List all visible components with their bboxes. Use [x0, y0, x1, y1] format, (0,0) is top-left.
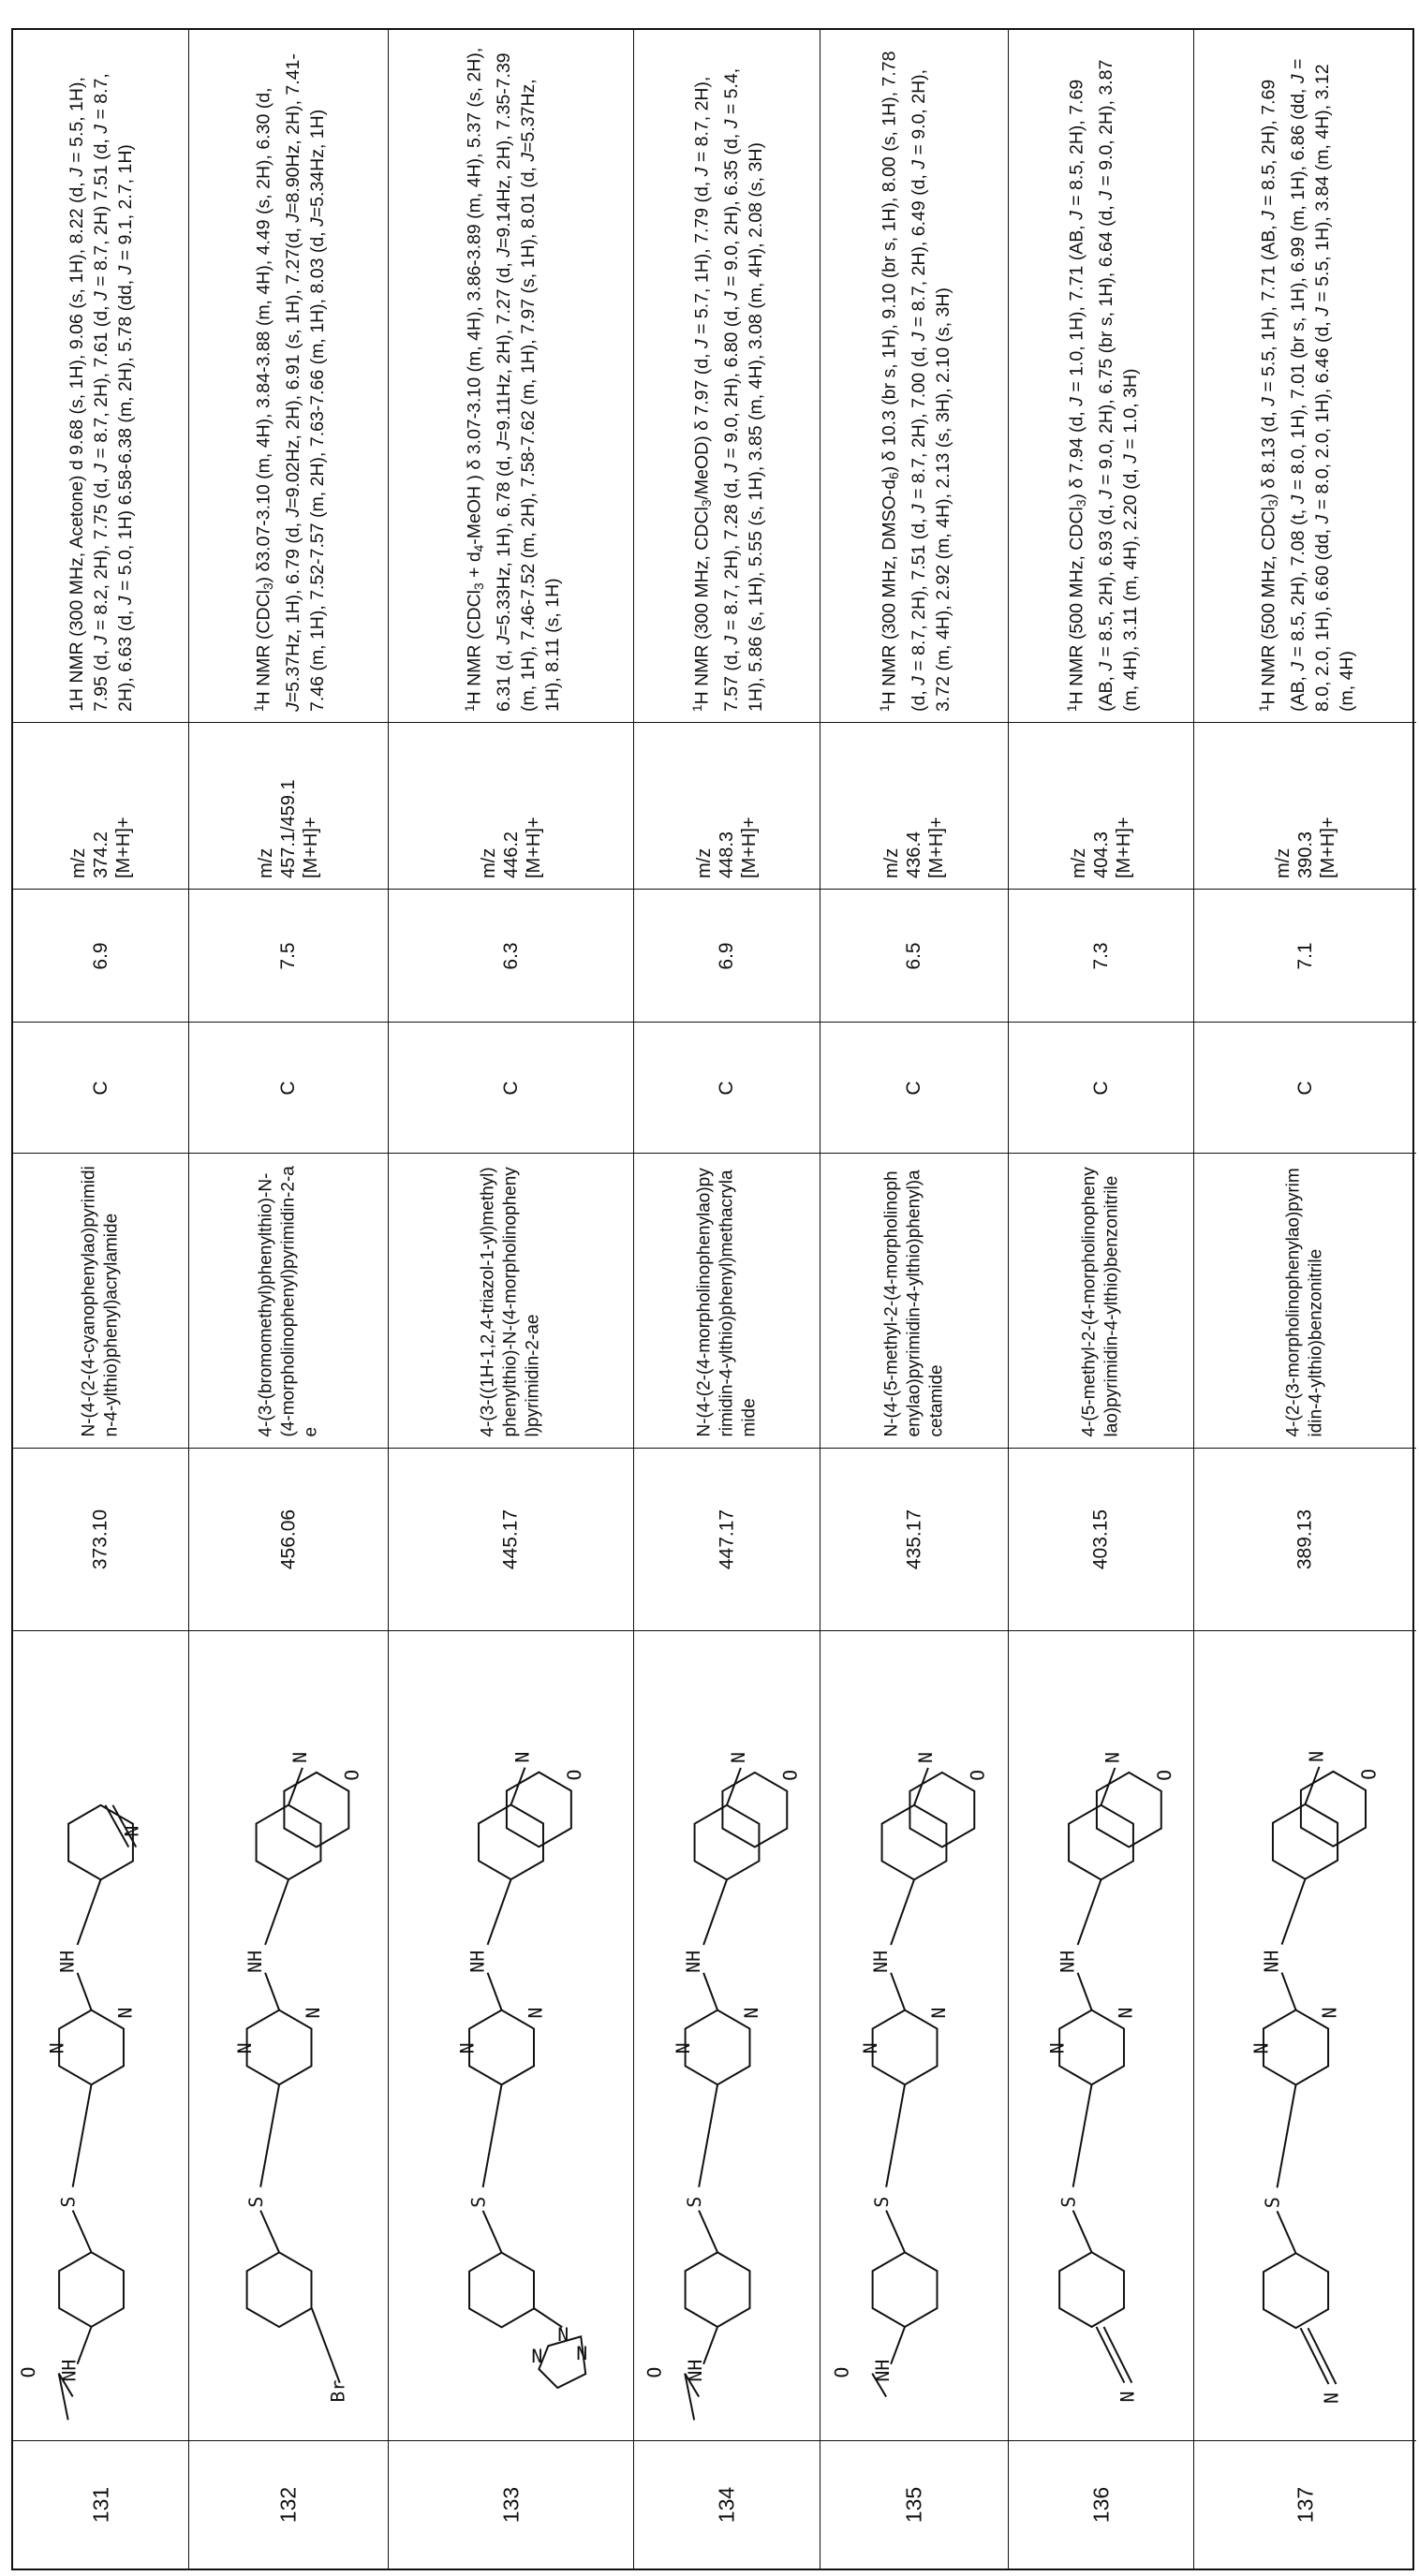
name-cell — [1009, 1154, 1193, 1449]
compound-row-134 — [634, 30, 820, 2569]
pic50-value: 6.9 — [89, 941, 111, 970]
ms-cell — [189, 723, 388, 890]
svg-text:O: O — [17, 2366, 39, 2378]
mw-cell — [13, 1449, 188, 1631]
nmr-cell — [13, 30, 188, 723]
mw-cell — [1194, 1449, 1416, 1631]
svg-text:NH: NH — [685, 2359, 707, 2382]
nmr-text: $^1$H NMR (500 MHz, CDCl$_3$) δ 8.13 (d, J = 5.5, 1H), 7.71 (AB, J = 8.5, 2H), 7.69 (AB, J = 8.5, 2H), 7.08 (t, J = 8.0, 1H), 7.01 (br s, 1H), 6.99 (m, 1H), 6.86 (dd, J = 8.0, 2.0, 1H), 6.60 (dd, J = 8.0, 2.0, 1H), 6.46 (d, J = 5.5, 1H), 3.84 (m, 4H), 3.12 (m, 4H) — [1256, 58, 1357, 712]
svg-text:S: S — [245, 2196, 268, 2208]
svg-text:O: O — [341, 1769, 363, 1781]
pic50-value: 6.5 — [903, 941, 924, 970]
svg-text:NH: NH — [1260, 1950, 1283, 1973]
pic50-value: 6.3 — [499, 941, 522, 970]
compound-number: 131 — [88, 2486, 112, 2524]
index-cell — [389, 2441, 633, 2569]
class-cell — [634, 1023, 820, 1154]
svg-text:S: S — [684, 2196, 706, 2208]
ms-cell — [634, 723, 820, 890]
svg-text:Br: Br — [327, 2379, 349, 2403]
mw-cell — [634, 1449, 820, 1631]
svg-text:N: N — [1305, 1750, 1328, 1762]
ms-text: m/z 374.2 [M+H]+ — [67, 816, 134, 878]
svg-text:N: N — [1115, 2007, 1137, 2019]
svg-text:N: N — [740, 2007, 762, 2019]
ms-text: m/z 390.3 [M+H]+ — [1272, 816, 1338, 878]
name-cell — [634, 1154, 820, 1449]
index-cell — [1009, 2441, 1193, 2569]
svg-text:N: N — [46, 2042, 68, 2054]
svg-text:O: O — [967, 1769, 989, 1781]
svg-text:S: S — [467, 2196, 490, 2208]
pic50-cell — [389, 890, 633, 1023]
structure-cell — [634, 1631, 820, 2441]
svg-text:NH: NH — [244, 1950, 267, 1973]
svg-text:N: N — [927, 2007, 950, 2019]
pic50-cell — [1009, 890, 1193, 1023]
svg-text:NH: NH — [56, 1950, 79, 1973]
compound-name: N-(4-(5-methyl-2-(4-morpholinophenylao)pyrimidin-4-ylthio)phenyl)acetamide — [881, 1170, 946, 1437]
nmr-cell — [634, 30, 820, 723]
molecular-weight: 389.13 — [1293, 1509, 1316, 1570]
nmr-text: 1H NMR (300 MHz, Acetone) d 9.68 (s, 1H), 9.06 (s, 1H), 8.22 (d, J = 5.5, 1H), 7.95 (d, J = 8.2, 2H), 7.75 (d, J = 8.7, 2H), 7.61 (d, J = 8.7, 2H) 7.51 (d, J = 8.7, 2H), 6.63 (d, J = 5.0, 1H) 6.58-6.38 (m, 2H), 5.78 (dd, J = 9.1, 2.7, 1H) — [66, 72, 136, 712]
svg-text:S: S — [57, 2196, 80, 2208]
compound-name: N-(4-(2-(4-morpholinophenylao)pyrimidin-4-ylthio)phenyl)methacrylamide — [694, 1168, 759, 1437]
pic50-cell — [1194, 890, 1416, 1023]
svg-text:O: O — [564, 1769, 586, 1781]
pic50-value: 7.5 — [277, 941, 299, 970]
compound-row-135 — [820, 30, 1009, 2569]
pic50-cell — [634, 890, 820, 1023]
nmr-text: $^1$H NMR (300 MHz, DMSO-$d_6$) δ 10.3 (br s, 1H), 9.10 (br s, 1H), 8.00 (s, 1H), 7.78 (d, J = 8.7, 2H), 7.51 (d, J = 8.7, 2H), 7.00 (d, J = 8.7, 2H), 6.49 (d, J = 9.0, 2H), 3.72 (m, 4H), 2.92 (m, 4H), 2.13 (s, 3H), 2.10 (s, 3H) — [877, 51, 954, 712]
structure-cell — [189, 1631, 388, 2441]
name-cell — [1194, 1154, 1416, 1449]
svg-text:N: N — [1116, 2391, 1139, 2403]
compound-name: 4-(5-methyl-2-(4-morpholinophenylao)pyrimidin-4-ylthio)benzonitrile — [1079, 1167, 1122, 1437]
structure-cell — [13, 1631, 188, 2441]
molecular-weight: 435.17 — [903, 1509, 924, 1570]
compound-name: 4-(3-(bromomethyl)phenylthio)-N-(4-morpholinophenyl)pyrimidin-2-ae — [256, 1166, 320, 1437]
class-cell — [13, 1023, 188, 1154]
structure-cell — [389, 1631, 633, 2441]
pic50-value: 7.3 — [1089, 941, 1112, 970]
nmr-cell — [820, 30, 1008, 723]
molecular-weight: 456.06 — [277, 1509, 299, 1570]
compound-name: N-(4-(2-(4-cyanophenylao)pyrimidin-4-ylthio)phenyl)acrylamide — [79, 1166, 122, 1437]
ms-text: m/z 404.3 [M+H]+ — [1068, 816, 1134, 878]
svg-text:N: N — [121, 1825, 143, 1837]
class-value: C — [1293, 1080, 1316, 1096]
svg-text:N: N — [576, 2343, 588, 2365]
compound-row-136 — [1009, 30, 1194, 2569]
mw-cell — [1009, 1449, 1193, 1631]
svg-text:NH: NH — [872, 2359, 894, 2382]
class-cell — [820, 1023, 1008, 1154]
nmr-text: $^1$H NMR (300 MHz, CDCl$_3$/MeOD) δ 7.97 (d, J = 5.7, 1H), 7.79 (d, J = 8.7, 2H), 7.57 (d, J = 8.7, 2H), 7.28 (d, J = 9.0, 2H), 6.80 (d, J = 9.0, 2H), 6.35 (d, J = 5.4, 1H), 5.86 (s, 1H), 5.55 (s, 1H), 3.85 (m, 4H), 3.08 (m, 4H), 2.08 (s, 3H) — [689, 67, 767, 712]
ms-cell — [1194, 723, 1416, 890]
svg-text:NH: NH — [466, 1950, 489, 1973]
structure-cell — [1009, 1631, 1193, 2441]
compound-number: 134 — [714, 2486, 739, 2524]
svg-text:N: N — [1320, 2392, 1343, 2405]
svg-text:NH: NH — [1057, 1950, 1079, 1973]
index-cell — [634, 2441, 820, 2569]
compound-number: 133 — [498, 2486, 523, 2524]
svg-text:O: O — [1154, 1769, 1176, 1781]
compound-row-132 — [189, 30, 389, 2569]
svg-text:N: N — [1318, 2007, 1341, 2019]
class-cell — [189, 1023, 388, 1154]
svg-text:NH: NH — [683, 1950, 705, 1973]
compound-number: 137 — [1293, 2486, 1317, 2524]
compound-name: 4-(3-((1H-1,2,4-triazol-1-yl)methyl)phenylthio)-N-(4-morpholinophenyl)pyrimidin-2-ae — [478, 1167, 543, 1437]
svg-text:N: N — [114, 2007, 137, 2019]
compound-number: 135 — [901, 2486, 926, 2524]
structure-cell — [1194, 1631, 1416, 2441]
compound-row-133 — [389, 30, 634, 2569]
molecular-weight: 403.15 — [1089, 1509, 1112, 1570]
svg-text:O: O — [831, 2366, 853, 2378]
ms-text: m/z 436.4 [M+H]+ — [881, 816, 947, 878]
svg-text:N: N — [302, 2007, 324, 2019]
svg-text:N: N — [1249, 2042, 1273, 2054]
svg-text:N: N — [914, 1751, 937, 1763]
class-value: C — [903, 1080, 924, 1096]
ms-cell — [13, 723, 188, 890]
svg-text:N: N — [531, 2346, 543, 2368]
structure-cell — [820, 1631, 1008, 2441]
mw-cell — [189, 1449, 388, 1631]
molecular-weight: 447.17 — [716, 1509, 737, 1570]
svg-text:NH: NH — [58, 2359, 81, 2382]
index-cell — [189, 2441, 388, 2569]
ms-text: m/z 457.1/459.1 [M+H]+ — [256, 778, 321, 878]
svg-text:S: S — [1057, 2196, 1080, 2208]
class-value: C — [89, 1080, 111, 1096]
nmr-text: $^1$H NMR (CDCl$_3$ + $d_4$-MeOH ) δ 3.07-3.10 (m, 4H), 3.86-3.89 (m, 4H), 5.37 (s, 2H), 6.31 (d, J=5.33Hz, 1H), 6.78 (d, J=9.11Hz, 2H), 7.27 (d, J=9.14Hz, 2H), 7.35-7.39 (m, 1H), 7.46-7.52 (m, 2H), 7.58-7.62 (m, 1H), 7.97 (s, 1H), 8.01 (d, J=5.37Hz, 1H), 8.11 (s, 1H) — [462, 47, 563, 712]
svg-text:S: S — [1261, 2197, 1284, 2209]
pic50-value: 6.9 — [716, 941, 737, 970]
pic50-cell — [189, 890, 388, 1023]
class-value: C — [499, 1080, 522, 1096]
compound-row-131 — [13, 30, 189, 2569]
svg-text:N: N — [288, 1751, 311, 1763]
svg-text:NH: NH — [870, 1950, 893, 1973]
svg-text:N: N — [456, 2042, 479, 2054]
class-value: C — [716, 1080, 737, 1096]
index-cell — [13, 2441, 188, 2569]
nmr-cell — [189, 30, 388, 723]
pic50-value: 7.1 — [1293, 941, 1316, 970]
svg-text:O: O — [1357, 1768, 1381, 1780]
name-cell — [13, 1154, 188, 1449]
compound-data-table — [11, 28, 1414, 2570]
ms-cell — [1009, 723, 1193, 890]
compound-row-137 — [1194, 30, 1416, 2569]
name-cell — [189, 1154, 388, 1449]
svg-text:N: N — [1101, 1752, 1124, 1763]
mw-cell — [820, 1449, 1008, 1631]
molecular-weight: 373.10 — [89, 1509, 111, 1570]
svg-text:N: N — [557, 2324, 569, 2347]
compound-number: 136 — [1088, 2486, 1113, 2524]
svg-text:N: N — [1046, 2042, 1069, 2054]
nmr-cell — [1009, 30, 1193, 723]
svg-text:N: N — [525, 2007, 547, 2019]
name-cell — [389, 1154, 633, 1449]
nmr-text: $^1$H NMR (500 MHz, CDCl$_3$) δ 7.94 (d, J = 1.0, 1H), 7.71 (AB, J = 8.5, 2H), 7.69 (AB, J = 8.5, 2H), 6.93 (d, J = 9.0, 2H), 6.75 (br s, 1H), 6.64 (d, J = 9.0, 2H), 3.87 (m, 4H), 3.11 (m, 4H), 2.20 (d, J = 1.0, 3H) — [1064, 59, 1141, 712]
ms-text: m/z 448.3 [M+H]+ — [694, 816, 760, 878]
molecular-weight: 445.17 — [499, 1509, 522, 1570]
nmr-text: $^1$H NMR (CDCl$_3$) δ3.07-3.10 (m, 4H), 3.84-3.88 (m, 4H), 4.49 (s, 2H), 6.30 (d, J=5.37Hz, 1H), 6.79 (d, J=9.02Hz, 2H), 6.91 (s, 1H), 7.27(d, J=8.90Hz, 2H), 7.41-7.46 (m, 1H), 7.52-7.57 (m, 2H), 7.63-7.66 (m, 1H), 8.03 (d, J=5.34Hz, 1H) — [251, 52, 329, 712]
class-cell — [389, 1023, 633, 1154]
index-cell — [820, 2441, 1008, 2569]
svg-text:N: N — [234, 2042, 257, 2054]
class-value: C — [277, 1080, 299, 1096]
mw-cell — [389, 1449, 633, 1631]
svg-text:O: O — [779, 1769, 802, 1781]
pic50-cell — [820, 890, 1008, 1023]
svg-text:N: N — [511, 1751, 534, 1763]
compound-number: 132 — [275, 2486, 301, 2524]
class-cell — [1009, 1023, 1193, 1154]
nmr-cell — [1194, 30, 1416, 723]
index-cell — [1194, 2441, 1416, 2569]
ms-cell — [820, 723, 1008, 890]
svg-text:N: N — [673, 2042, 695, 2054]
ms-cell — [389, 723, 633, 890]
compound-name: 4-(2-(3-morpholinophenylao)pyrimidin-4-ylthio)benzonitrile — [1283, 1168, 1326, 1437]
class-cell — [1194, 1023, 1416, 1154]
svg-text:S: S — [871, 2196, 894, 2208]
svg-text:O: O — [643, 2366, 666, 2378]
ms-text: m/z 446.2 [M+H]+ — [478, 816, 544, 878]
class-value: C — [1089, 1080, 1112, 1096]
svg-text:N: N — [860, 2042, 882, 2054]
pic50-cell — [13, 890, 188, 1023]
nmr-cell — [389, 30, 633, 723]
name-cell — [820, 1154, 1008, 1449]
svg-text:N: N — [727, 1752, 749, 1763]
